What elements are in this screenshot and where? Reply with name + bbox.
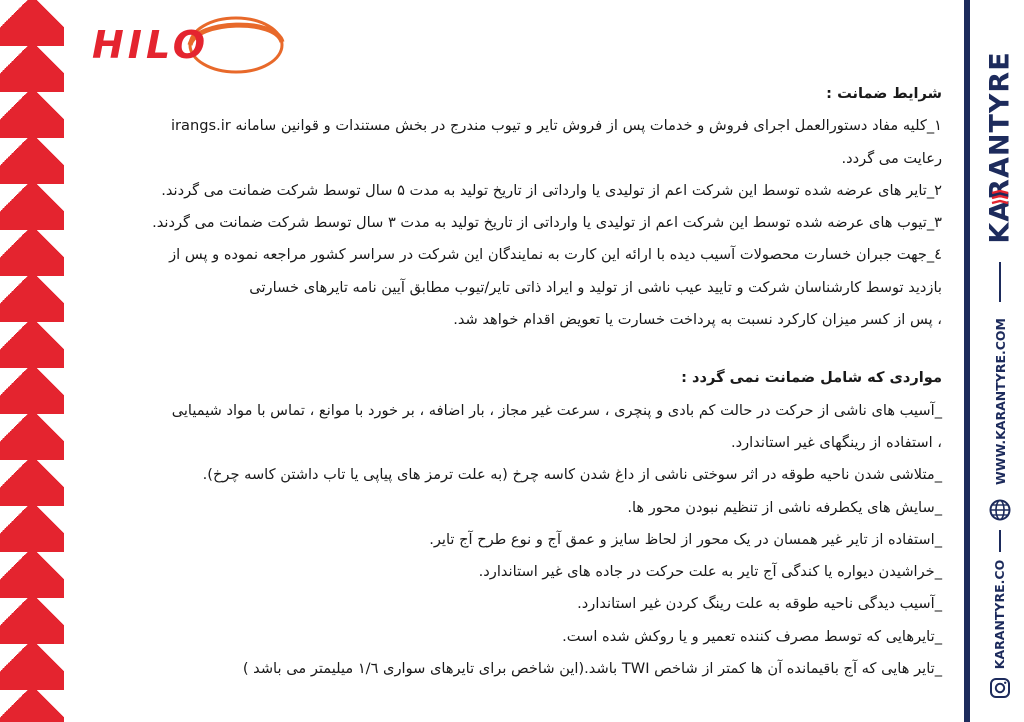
karantyre-logo-text: KARANTYRE — [984, 50, 1016, 244]
exclusion-line: _متلاشی شدن ناحیه طوقه در اثر سوختی ناشی از داغ شدن کاسه چرخ (به علت ترمز های پیاپی یا تاب داشتن کاسه چرخ). — [202, 466, 942, 484]
section-gap — [90, 336, 942, 362]
instagram-icon — [988, 676, 1012, 700]
warranty-line: بازدید توسط کارشناسان شرکت و تایید عیب ناشی از تولید و ایراد ذاتی تایر/تیوب مطابق آیین نامه تایرهای خسارتی — [249, 278, 942, 296]
warranty-line: رعایت می گردد. — [841, 149, 942, 167]
warranty-line: ، پس از کسر میزان کارکرد نسبت به پرداخت خسارت یا تعویض اقدام خواهد شد. — [453, 311, 942, 329]
exclusion-line: _سایش های یکطرفه ناشی از تنظیم نبودن محور ها. — [627, 498, 942, 516]
exclusions-title: مواردی که شامل ضمانت نمی گردد : — [681, 369, 942, 387]
hilo-logo-text: HILO — [92, 23, 210, 67]
exclusion-line: _استفاده از تایر غیر همسان در یک محور از لحاظ سایز و عمق آج و نوع طرح آج تایر. — [429, 530, 942, 548]
exclusion-line: _خراشیدن دیواره یا کندگی آج تایر به علت حرکت در جاده های غیر استاندارد. — [478, 563, 942, 581]
hilo-logo-graphic — [86, 12, 286, 78]
website-text: WWW.KARANTYRE.COM — [992, 317, 1008, 485]
exclusion-line: _تایرهایی که توسط مصرف کننده تعمیر و یا روکش شده است. — [562, 627, 942, 645]
instagram-link[interactable] — [982, 558, 1018, 670]
exclusion-line: _آسیب های ناشی از حرکت در حالت کم بادی و پنچری ، سرعت غیر مجاز ، بار اضافه ، بر خورد با موانع ، تماس با مواد شیمیایی — [171, 401, 942, 419]
exclusion-line: _آسیب دیدگی ناحیه طوقه به علت رینگ کردن غیر استاندارد. — [577, 595, 942, 613]
brand-sidebar — [964, 0, 1024, 722]
sidebar-divider — [964, 0, 970, 722]
sidebar-line — [999, 262, 1001, 302]
sidebar-line — [999, 530, 1001, 552]
karantyre-logo — [982, 42, 1018, 252]
exclusion-line: ، استفاده از رینگهای غیر استاندارد. — [730, 433, 942, 451]
exclusion-line: _تایر هایی که آج باقیمانده آن ها کمتر از شاخص TWI باشد.(این شاخص برای تایرهای سواری ۱/٦ میلیمتر می باشد ) — [242, 660, 942, 678]
website-link[interactable] — [982, 312, 1018, 490]
globe-icon — [988, 498, 1012, 522]
warranty-line: ۳_تیوب های عرضه شده توسط این شرکت اعم از تولیدی یا وارداتی از تاریخ تولید به مدت ۳ سال توسط شرکت ضمانت می گردند. — [152, 214, 942, 232]
warranty-terms — [90, 78, 942, 685]
instagram-text: KARANTYRE.CO — [992, 559, 1008, 669]
hilo-logo — [86, 12, 286, 78]
warranty-title: شرایط ضمانت : — [826, 85, 942, 102]
warranty-line: ٤_جهت جبران خسارت محصولات آسیب دیده با ارائه این کارت به نمایندگان این شرکت در سراسر کشور مراجعه نموده و پس از — [169, 246, 942, 264]
warranty-line: ۱_کلیه مفاد دستورالعمل اجرای فروش و خدمات پس از فروش تایر و تیوب مندرج در بخش مستندات و قوانین سامانه irangs.ir — [170, 117, 942, 135]
karantyre-mark-icon — [990, 190, 1010, 206]
warranty-line: ۲_تایر های عرضه شده توسط این شرکت اعم از تولیدی یا وارداتی از تاریخ تولید به مدت ۵ سال توسط شرکت ضمانت می گردند. — [161, 181, 942, 199]
chevron-decoration — [0, 0, 64, 722]
